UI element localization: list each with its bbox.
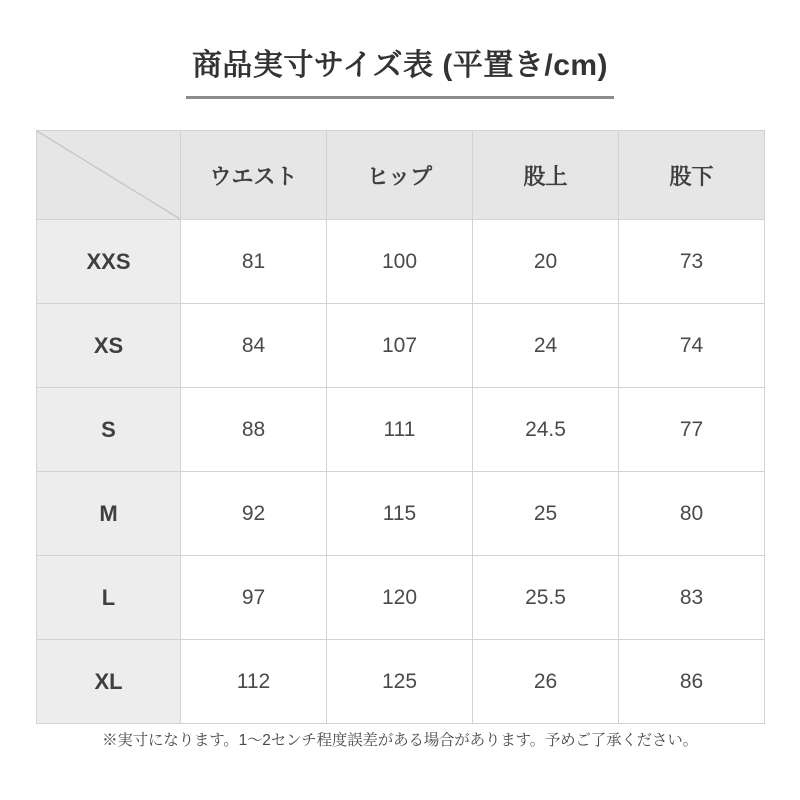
cell-waist: 81 xyxy=(181,220,327,304)
column-header-waist: ウエスト xyxy=(181,131,327,220)
table-header xyxy=(37,131,765,220)
cell-rise: 25 xyxy=(473,472,619,556)
cell-rise: 24.5 xyxy=(473,388,619,472)
column-header-rise: 股上 xyxy=(473,131,619,220)
cell-hip: 125 xyxy=(327,640,473,724)
size-table-container xyxy=(36,130,764,724)
cell-rise: 26 xyxy=(473,640,619,724)
table-row xyxy=(37,556,765,640)
table-corner-cell xyxy=(37,131,181,220)
cell-rise: 25.5 xyxy=(473,556,619,640)
cell-inseam: 74 xyxy=(619,304,765,388)
row-header-size: M xyxy=(37,472,181,556)
cell-inseam: 73 xyxy=(619,220,765,304)
row-header-size: XXS xyxy=(37,220,181,304)
cell-inseam: 80 xyxy=(619,472,765,556)
table-header-row xyxy=(37,131,765,220)
cell-waist: 84 xyxy=(181,304,327,388)
row-header-size: XL xyxy=(37,640,181,724)
table-row xyxy=(37,388,765,472)
table-row xyxy=(37,304,765,388)
page-title-container xyxy=(0,40,800,99)
size-table xyxy=(36,130,765,724)
cell-hip: 115 xyxy=(327,472,473,556)
row-header-size: XS xyxy=(37,304,181,388)
column-header-hip: ヒップ xyxy=(327,131,473,220)
cell-waist: 97 xyxy=(181,556,327,640)
cell-inseam: 86 xyxy=(619,640,765,724)
column-header-inseam: 股下 xyxy=(619,131,765,220)
cell-hip: 111 xyxy=(327,388,473,472)
table-row xyxy=(37,472,765,556)
disclaimer-note: ※実寸になります。1〜2センチ程度誤差がある場合があります。予めご了承ください。 xyxy=(102,732,698,749)
cell-hip: 120 xyxy=(327,556,473,640)
cell-inseam: 77 xyxy=(619,388,765,472)
cell-rise: 20 xyxy=(473,220,619,304)
table-row xyxy=(37,220,765,304)
table-body xyxy=(37,220,765,724)
cell-hip: 107 xyxy=(327,304,473,388)
cell-rise: 24 xyxy=(473,304,619,388)
cell-hip: 100 xyxy=(327,220,473,304)
cell-waist: 92 xyxy=(181,472,327,556)
row-header-size: S xyxy=(37,388,181,472)
table-row xyxy=(37,640,765,724)
cell-waist: 88 xyxy=(181,388,327,472)
cell-inseam: 83 xyxy=(619,556,765,640)
row-header-size: L xyxy=(37,556,181,640)
diagonal-divider-icon xyxy=(37,131,180,219)
cell-waist: 112 xyxy=(181,640,327,724)
page-title: 商品実寸サイズ表 (平置き/cm) xyxy=(186,40,614,99)
